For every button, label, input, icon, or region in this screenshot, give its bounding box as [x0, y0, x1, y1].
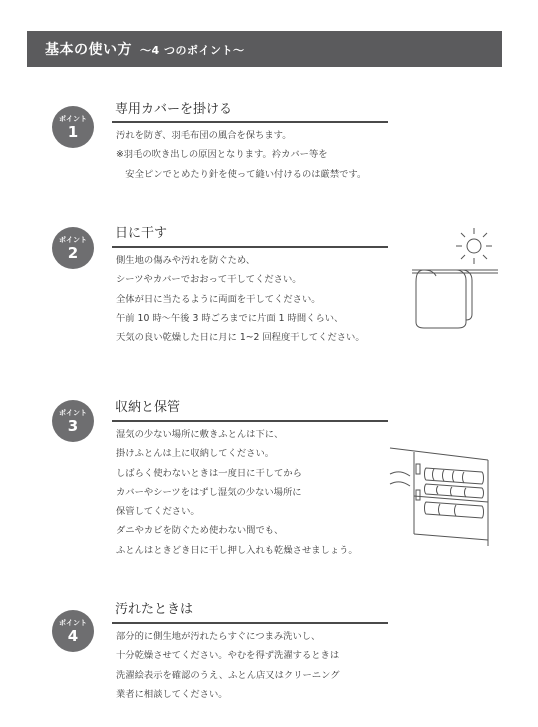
body-line: 側生地の傷みや汚れを防ぐため、: [116, 255, 256, 266]
badge-number: 4: [67, 627, 79, 645]
point-badge-3: [52, 400, 94, 442]
body-line: 汚れを防ぎ、羽毛布団の風合を保ちます。: [116, 130, 292, 141]
body-line: 全体が日に当たるように両面を干してください。: [116, 293, 321, 305]
badge-number: 3: [67, 417, 79, 435]
section-title-storage: 収納と保管: [115, 400, 181, 415]
section-divider: [112, 246, 388, 248]
body-line: ダニやカビを防ぐため使わない間でも、: [116, 525, 284, 537]
section-body-sun-dry: [116, 251, 365, 347]
body-line: 洗濯絵表示を確認のうえ、ふとん店又はクリーニング: [116, 669, 340, 681]
badge-label: ポイント: [59, 236, 87, 244]
point-badge-1: [52, 106, 94, 148]
body-line: 湿気の少ない場所に敷きふとんは下に、: [116, 429, 284, 440]
badge-number: 1: [67, 123, 79, 141]
closet-storage-icon: [386, 444, 492, 550]
page-title: [45, 39, 244, 59]
body-line: 天気の良い乾燥した日に月に 1~2 回程度干してください。: [116, 332, 365, 344]
body-line: カバーやシーツをはずし湿気の少ない場所に: [116, 486, 302, 498]
section-body-storage: [116, 425, 358, 560]
point-badge-4: [52, 610, 94, 652]
point-badge-2: [52, 227, 94, 269]
sun-drying-futon-icon: [410, 222, 502, 334]
badge-label: ポイント: [59, 409, 87, 417]
body-line: 十分乾燥させてください。やむを得ず洗濯するときは: [116, 650, 340, 662]
section-divider: [112, 622, 388, 624]
body-line: 部分的に側生地が汚れたらすぐにつまみ洗いし、: [116, 631, 321, 642]
body-line: 安全ピンでとめたり針を使って縫い付けるのは厳禁です。: [116, 168, 367, 180]
body-line: 掛けふとんは上に収納してください。: [116, 448, 275, 460]
body-line: シーツやカバーでおおって干してください。: [116, 274, 302, 286]
body-line: 保管してください。: [116, 506, 200, 518]
badge-number: 2: [67, 244, 79, 262]
badge-label: ポイント: [59, 115, 87, 123]
section-body-cover: [116, 126, 366, 184]
page-title-main: 基本の使い方: [45, 42, 132, 58]
badge-label: ポイント: [59, 619, 87, 627]
section-title-cover: 専用カバーを掛ける: [115, 102, 233, 117]
page-subtitle: ～4 つのポイント～: [140, 44, 245, 57]
body-line: ふとんはときどき日に干し押し入れも乾燥させましょう。: [116, 544, 358, 556]
body-line: 午前 10 時～午後 3 時ごろまでに片面 1 時間くらい、: [116, 312, 344, 324]
section-divider: [112, 420, 388, 422]
section-divider: [112, 121, 388, 123]
section-title-sun-dry: 日に干す: [115, 226, 168, 241]
body-line: しばらく使わないときは一度日に干してから: [116, 467, 302, 479]
page-header: [27, 31, 502, 67]
body-line: ※羽毛の吹き出しの原因となります。衿カバー等を: [116, 149, 328, 161]
body-line: 業者に相談してください。: [116, 688, 228, 700]
section-title-stains: 汚れたときは: [115, 602, 194, 617]
section-body-stains: [116, 627, 340, 704]
